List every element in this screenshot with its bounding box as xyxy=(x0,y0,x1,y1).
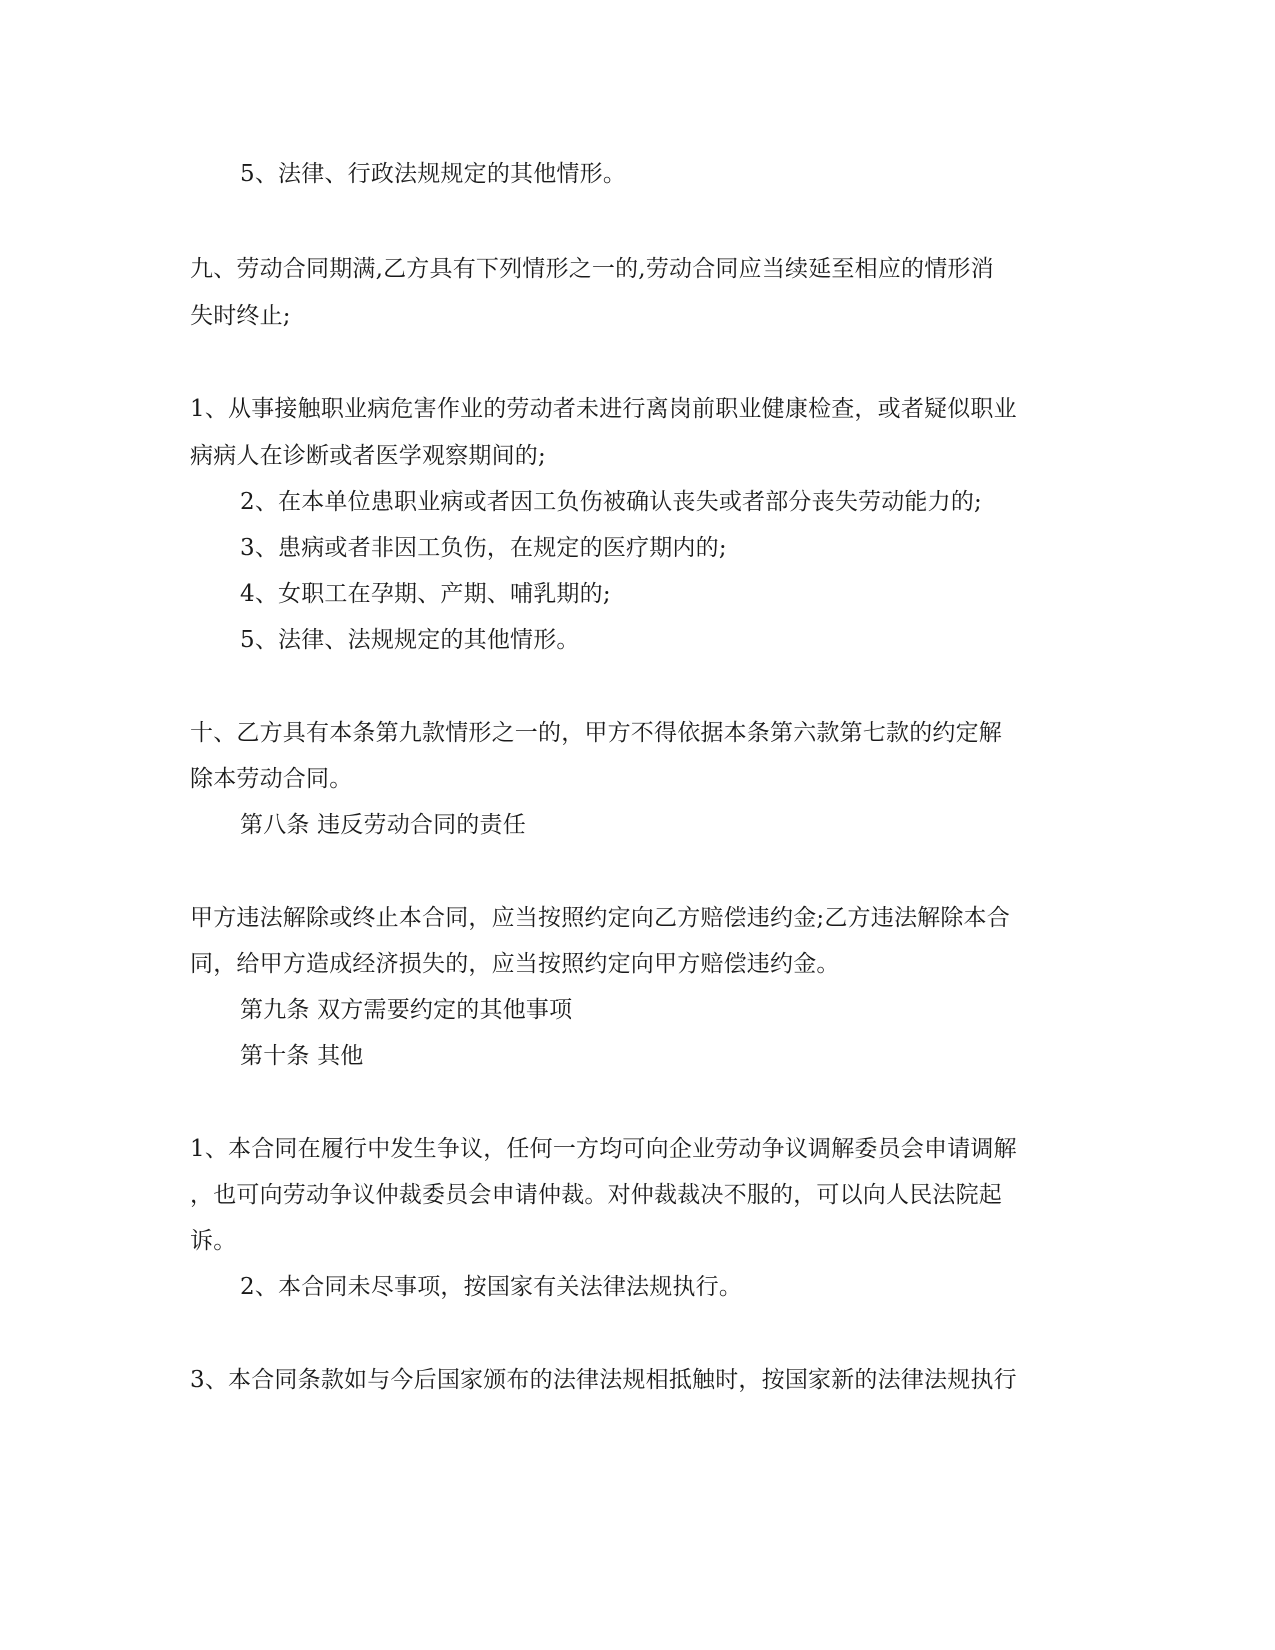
clause-nine-item-1-line-2: 病病人在诊断或者医学观察期间的; xyxy=(190,443,546,469)
clause-nine-item-4: 4、女职工在孕期、产期、哺乳期的; xyxy=(240,581,611,607)
article-ten-item-1-line-3: 诉。 xyxy=(190,1228,237,1254)
article-ten-item-1-line-1: 1、本合同在履行中发生争议，任何一方均可向企业劳动争议调解委员会申请调解 xyxy=(190,1136,1017,1162)
clause-nine-item-2: 2、在本单位患职业病或者因工负伤被确认丧失或者部分丧失劳动能力的; xyxy=(240,489,982,515)
article-eight-heading: 第八条 违反劳动合同的责任 xyxy=(240,812,526,838)
clause-nine-item-3: 3、患病或者非因工负伤，在规定的医疗期内的; xyxy=(240,535,727,561)
clause-item-5-admin-regulations: 5、法律、行政法规规定的其他情形。 xyxy=(240,161,627,187)
clause-nine-line-2: 失时终止; xyxy=(190,303,291,329)
clause-nine-item-1-line-1: 1、从事接触职业病危害作业的劳动者未进行离岗前职业健康检查，或者疑似职业 xyxy=(190,396,1017,422)
article-ten-item-1-line-2: ，也可向劳动争议仲裁委员会申请仲裁。对仲裁裁决不服的，可以向人民法院起 xyxy=(190,1182,1002,1208)
article-ten-item-2: 2、本合同未尽事项，按国家有关法律法规执行。 xyxy=(240,1274,743,1300)
article-eight-body-line-2: 同，给甲方造成经济损失的，应当按照约定向甲方赔偿违约金。 xyxy=(190,951,840,977)
article-nine-heading: 第九条 双方需要约定的其他事项 xyxy=(240,997,573,1023)
clause-ten-line-1: 十、乙方具有本条第九款情形之一的，甲方不得依据本条第六款第七款的约定解 xyxy=(190,720,1002,746)
article-ten-heading: 第十条 其他 xyxy=(240,1043,364,1069)
clause-nine-line-1: 九、劳动合同期满,乙方具有下列情形之一的,劳动合同应当续延至相应的情形消 xyxy=(190,256,994,282)
clause-ten-line-2: 除本劳动合同。 xyxy=(190,766,353,792)
article-eight-body-line-1: 甲方违法解除或终止本合同，应当按照约定向乙方赔偿违约金;乙方违法解除本合 xyxy=(190,905,1010,931)
article-ten-item-3: 3、本合同条款如与今后国家颁布的法律法规相抵触时，按国家新的法律法规执行 xyxy=(190,1367,1017,1393)
clause-nine-item-5: 5、法律、法规规定的其他情形。 xyxy=(240,627,580,653)
